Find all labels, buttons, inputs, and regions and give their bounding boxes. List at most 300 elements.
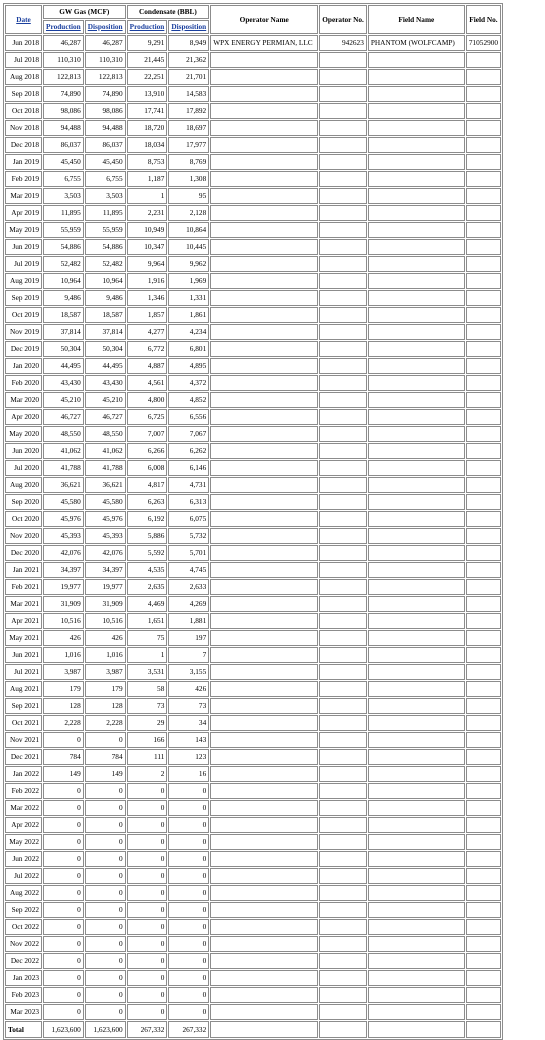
cond-production-cell: 13,910 <box>127 86 168 102</box>
date-cell: Jun 2019 <box>5 239 42 255</box>
gas-production-cell: 50,304 <box>43 341 84 357</box>
field-name-cell <box>368 562 465 578</box>
field-name-cell <box>368 290 465 306</box>
operator-name-cell <box>210 137 318 153</box>
operator-no-cell <box>319 851 367 867</box>
gas-disposition-cell: 0 <box>85 919 126 935</box>
field-no-cell <box>466 426 501 442</box>
operator-name-cell <box>210 154 318 170</box>
operator-name-cell <box>210 834 318 850</box>
cond-production-cell: 58 <box>127 681 168 697</box>
cond-production-cell: 21,445 <box>127 52 168 68</box>
operator-no-cell <box>319 341 367 357</box>
cond-production-cell: 0 <box>127 783 168 799</box>
gas-production-cell: 34,397 <box>43 562 84 578</box>
table-row <box>5 409 501 425</box>
operator-no-cell <box>319 834 367 850</box>
operator-no-cell <box>319 69 367 85</box>
cond-disposition-cell: 426 <box>168 681 209 697</box>
table-row <box>5 239 501 255</box>
field-name-cell <box>368 409 465 425</box>
field-name-cell <box>368 715 465 731</box>
field-no-cell <box>466 86 501 102</box>
total-field-no-cell <box>466 1021 501 1038</box>
operator-no-cell <box>319 698 367 714</box>
field-no-cell <box>466 919 501 935</box>
cond-disposition-cell: 4,852 <box>168 392 209 408</box>
cond-production-cell: 8,753 <box>127 154 168 170</box>
total-operator-name-cell <box>210 1021 318 1038</box>
table-row <box>5 443 501 459</box>
gas-disposition-cell: 43,430 <box>85 375 126 391</box>
operator-no-cell <box>319 256 367 272</box>
gas-disposition-cell: 0 <box>85 885 126 901</box>
cond-disposition-header[interactable] <box>168 20 209 34</box>
cond-disposition-cell: 4,269 <box>168 596 209 612</box>
field-no-cell <box>466 851 501 867</box>
field-no-cell <box>466 494 501 510</box>
cond-production-cell: 3,531 <box>127 664 168 680</box>
gas-disposition-cell: 0 <box>85 987 126 1003</box>
field-name-cell <box>368 256 465 272</box>
operator-name-cell <box>210 477 318 493</box>
cond-production-cell: 18,034 <box>127 137 168 153</box>
gas-disposition-header[interactable] <box>85 20 126 34</box>
field-name-cell: PHANTOM (WOLFCAMP) <box>368 35 465 51</box>
gas-disposition-cell: 2,228 <box>85 715 126 731</box>
field-no-cell <box>466 477 501 493</box>
cond-disposition-cell: 4,731 <box>168 477 209 493</box>
field-no-cell <box>466 188 501 204</box>
cond-disposition-cell: 0 <box>168 800 209 816</box>
field-no-cell <box>466 970 501 986</box>
gas-disposition-cell: 45,976 <box>85 511 126 527</box>
gas-production-cell: 74,890 <box>43 86 84 102</box>
cond-disposition-cell: 10,445 <box>168 239 209 255</box>
gas-disposition-sort-link[interactable]: Disposition <box>87 22 123 31</box>
field-name-cell <box>368 868 465 884</box>
gas-production-cell: 784 <box>43 749 84 765</box>
table-row <box>5 375 501 391</box>
date-cell: Oct 2020 <box>5 511 42 527</box>
operator-name-cell <box>210 460 318 476</box>
date-cell: Aug 2022 <box>5 885 42 901</box>
field-name-cell <box>368 749 465 765</box>
gas-production-cell: 44,495 <box>43 358 84 374</box>
gas-production-cell: 122,813 <box>43 69 84 85</box>
operator-no-cell <box>319 647 367 663</box>
cond-production-cell: 4,561 <box>127 375 168 391</box>
gas-disposition-cell: 46,287 <box>85 35 126 51</box>
cond-production-cell: 5,886 <box>127 528 168 544</box>
gas-production-header[interactable] <box>43 20 84 34</box>
gas-production-cell: 45,580 <box>43 494 84 510</box>
date-cell: Mar 2021 <box>5 596 42 612</box>
condensate-header: Condensate (BBL) <box>127 5 210 19</box>
cond-disposition-cell: 4,372 <box>168 375 209 391</box>
date-cell: Jan 2020 <box>5 358 42 374</box>
field-no-cell <box>466 698 501 714</box>
gas-production-cell: 46,287 <box>43 35 84 51</box>
operator-no-cell <box>319 188 367 204</box>
date-cell: Mar 2019 <box>5 188 42 204</box>
gas-disposition-cell: 6,755 <box>85 171 126 187</box>
gas-disposition-cell: 0 <box>85 970 126 986</box>
table-row <box>5 953 501 969</box>
cond-production-cell: 0 <box>127 885 168 901</box>
table-row <box>5 800 501 816</box>
field-name-cell <box>368 545 465 561</box>
field-name-cell <box>368 171 465 187</box>
field-name-cell <box>368 732 465 748</box>
gas-disposition-cell: 1,016 <box>85 647 126 663</box>
table-row <box>5 749 501 765</box>
cond-disposition-cell: 1,969 <box>168 273 209 289</box>
total-label: Total <box>5 1021 42 1038</box>
field-name-cell <box>368 154 465 170</box>
operator-name-cell <box>210 222 318 238</box>
field-no-cell <box>466 562 501 578</box>
gas-production-cell: 43,430 <box>43 375 84 391</box>
operator-name-cell <box>210 273 318 289</box>
gas-disposition-cell: 48,550 <box>85 426 126 442</box>
gas-production-sort-link[interactable]: Production <box>46 22 81 31</box>
table-row <box>5 205 501 221</box>
gas-disposition-cell: 11,895 <box>85 205 126 221</box>
cond-production-cell: 29 <box>127 715 168 731</box>
cond-production-cell: 0 <box>127 1004 168 1020</box>
table-row <box>5 341 501 357</box>
date-header[interactable] <box>5 5 42 34</box>
cond-production-cell: 10,949 <box>127 222 168 238</box>
table-row <box>5 35 501 51</box>
table-row <box>5 494 501 510</box>
gas-production-cell: 149 <box>43 766 84 782</box>
field-no-cell <box>466 392 501 408</box>
field-name-cell <box>368 613 465 629</box>
gas-production-cell: 0 <box>43 868 84 884</box>
operator-name-cell <box>210 902 318 918</box>
operator-name-cell <box>210 511 318 527</box>
gas-disposition-cell: 110,310 <box>85 52 126 68</box>
date-cell: Jun 2018 <box>5 35 42 51</box>
operator-name-cell <box>210 256 318 272</box>
cond-disposition-cell: 0 <box>168 868 209 884</box>
operator-no-cell <box>319 800 367 816</box>
date-cell: Jan 2023 <box>5 970 42 986</box>
cond-production-cell: 1,187 <box>127 171 168 187</box>
field-no-cell <box>466 664 501 680</box>
cond-disposition-cell: 1,331 <box>168 290 209 306</box>
table-row <box>5 273 501 289</box>
field-name-cell <box>368 953 465 969</box>
operator-no-cell <box>319 885 367 901</box>
field-name-cell <box>368 460 465 476</box>
operator-name-cell <box>210 307 318 323</box>
gas-disposition-cell: 0 <box>85 953 126 969</box>
field-name-header: Field Name <box>368 5 465 34</box>
field-name-cell <box>368 936 465 952</box>
operator-name-cell <box>210 732 318 748</box>
cond-production-cell: 0 <box>127 800 168 816</box>
date-sort-link[interactable]: Date <box>16 14 31 24</box>
gas-disposition-cell: 46,727 <box>85 409 126 425</box>
cond-disposition-cell: 7 <box>168 647 209 663</box>
cond-production-cell: 0 <box>127 834 168 850</box>
operator-no-cell <box>319 426 367 442</box>
cond-production-cell: 5,592 <box>127 545 168 561</box>
gas-disposition-cell: 0 <box>85 1004 126 1020</box>
gas-disposition-cell: 52,482 <box>85 256 126 272</box>
cond-disposition-cell: 16 <box>168 766 209 782</box>
gas-production-cell: 48,550 <box>43 426 84 442</box>
field-name-cell <box>368 52 465 68</box>
date-cell: Jul 2019 <box>5 256 42 272</box>
operator-name-cell <box>210 290 318 306</box>
table-row <box>5 868 501 884</box>
gas-production-cell: 0 <box>43 800 84 816</box>
operator-name-cell <box>210 358 318 374</box>
cond-disposition-sort-link[interactable]: Disposition <box>171 22 207 31</box>
operator-name-cell <box>210 545 318 561</box>
field-name-cell <box>368 647 465 663</box>
cond-disposition-cell: 73 <box>168 698 209 714</box>
date-cell: Nov 2018 <box>5 120 42 136</box>
total-cond-disposition: 267,332 <box>168 1021 209 1038</box>
gas-disposition-cell: 3,503 <box>85 188 126 204</box>
gas-production-cell: 6,755 <box>43 171 84 187</box>
operator-name-cell <box>210 426 318 442</box>
operator-no-cell <box>319 613 367 629</box>
gas-production-cell: 10,516 <box>43 613 84 629</box>
table-row <box>5 834 501 850</box>
field-no-cell <box>466 817 501 833</box>
field-name-cell <box>368 205 465 221</box>
operator-name-cell <box>210 392 318 408</box>
cond-disposition-cell: 2,128 <box>168 205 209 221</box>
field-no-cell <box>466 766 501 782</box>
cond-disposition-cell: 8,949 <box>168 35 209 51</box>
field-no-cell <box>466 341 501 357</box>
cond-disposition-cell: 21,362 <box>168 52 209 68</box>
gas-disposition-cell: 0 <box>85 800 126 816</box>
table-row <box>5 528 501 544</box>
cond-disposition-cell: 4,895 <box>168 358 209 374</box>
operator-no-cell <box>319 579 367 595</box>
field-no-cell <box>466 528 501 544</box>
gas-production-cell: 11,895 <box>43 205 84 221</box>
cond-production-header[interactable] <box>127 20 168 34</box>
field-name-cell <box>368 919 465 935</box>
gas-disposition-cell: 31,909 <box>85 596 126 612</box>
field-name-cell <box>368 681 465 697</box>
gas-disposition-cell: 45,210 <box>85 392 126 408</box>
gas-production-cell: 41,788 <box>43 460 84 476</box>
operator-no-cell <box>319 953 367 969</box>
gas-disposition-cell: 9,486 <box>85 290 126 306</box>
field-no-cell <box>466 885 501 901</box>
cond-production-cell: 4,535 <box>127 562 168 578</box>
table-row <box>5 647 501 663</box>
cond-disposition-cell: 95 <box>168 188 209 204</box>
date-cell: Nov 2022 <box>5 936 42 952</box>
operator-name-cell <box>210 324 318 340</box>
cond-production-sort-link[interactable]: Production <box>129 22 165 31</box>
date-cell: May 2020 <box>5 426 42 442</box>
cond-production-cell: 73 <box>127 698 168 714</box>
cond-disposition-cell: 17,977 <box>168 137 209 153</box>
operator-no-cell <box>319 987 367 1003</box>
table-row <box>5 222 501 238</box>
date-cell: Aug 2021 <box>5 681 42 697</box>
operator-no-cell <box>319 409 367 425</box>
cond-production-cell: 6,263 <box>127 494 168 510</box>
table-row <box>5 392 501 408</box>
gas-production-cell: 98,086 <box>43 103 84 119</box>
cond-disposition-cell: 21,701 <box>168 69 209 85</box>
gas-disposition-cell: 55,959 <box>85 222 126 238</box>
date-cell: Oct 2021 <box>5 715 42 731</box>
table-row <box>5 902 501 918</box>
date-cell: Feb 2021 <box>5 579 42 595</box>
date-cell: Sep 2021 <box>5 698 42 714</box>
operator-name-cell <box>210 409 318 425</box>
field-name-cell <box>368 137 465 153</box>
cond-production-cell: 6,725 <box>127 409 168 425</box>
operator-name-cell <box>210 766 318 782</box>
cond-disposition-cell: 6,146 <box>168 460 209 476</box>
field-no-cell <box>466 987 501 1003</box>
operator-no-cell <box>319 239 367 255</box>
operator-no-cell <box>319 681 367 697</box>
operator-name-cell <box>210 681 318 697</box>
operator-no-cell <box>319 562 367 578</box>
cond-disposition-cell: 5,732 <box>168 528 209 544</box>
cond-disposition-cell: 0 <box>168 919 209 935</box>
gas-disposition-cell: 10,516 <box>85 613 126 629</box>
table-row <box>5 545 501 561</box>
gas-production-cell: 0 <box>43 919 84 935</box>
operator-name-cell <box>210 443 318 459</box>
date-cell: Dec 2021 <box>5 749 42 765</box>
operator-name-cell <box>210 749 318 765</box>
operator-no-cell <box>319 545 367 561</box>
gas-production-cell: 0 <box>43 936 84 952</box>
field-no-cell <box>466 545 501 561</box>
date-cell: May 2019 <box>5 222 42 238</box>
operator-name-cell <box>210 52 318 68</box>
table-row <box>5 596 501 612</box>
operator-no-cell <box>319 120 367 136</box>
field-name-cell <box>368 834 465 850</box>
operator-no-cell <box>319 732 367 748</box>
operator-name-cell <box>210 1004 318 1020</box>
date-cell: Jun 2021 <box>5 647 42 663</box>
operator-name-cell: WPX ENERGY PERMIAN, LLC <box>210 35 318 51</box>
gas-production-cell: 18,587 <box>43 307 84 323</box>
cond-disposition-cell: 6,075 <box>168 511 209 527</box>
gas-disposition-cell: 45,393 <box>85 528 126 544</box>
gas-disposition-cell: 149 <box>85 766 126 782</box>
cond-disposition-cell: 34 <box>168 715 209 731</box>
date-cell: Oct 2019 <box>5 307 42 323</box>
operator-name-cell <box>210 69 318 85</box>
cond-disposition-cell: 197 <box>168 630 209 646</box>
operator-name-cell <box>210 817 318 833</box>
cond-production-cell: 0 <box>127 936 168 952</box>
table-body <box>5 35 501 1020</box>
operator-no-cell <box>319 52 367 68</box>
operator-name-cell <box>210 120 318 136</box>
gas-disposition-cell: 0 <box>85 936 126 952</box>
cond-production-cell: 4,469 <box>127 596 168 612</box>
operator-name-cell <box>210 613 318 629</box>
cond-production-cell: 0 <box>127 902 168 918</box>
gas-production-cell: 41,062 <box>43 443 84 459</box>
gas-disposition-cell: 45,580 <box>85 494 126 510</box>
operator-name-cell <box>210 239 318 255</box>
operator-name-cell <box>210 205 318 221</box>
gas-disposition-cell: 44,495 <box>85 358 126 374</box>
gas-production-cell: 9,486 <box>43 290 84 306</box>
cond-production-cell: 6,008 <box>127 460 168 476</box>
gas-production-cell: 0 <box>43 970 84 986</box>
gas-production-cell: 10,964 <box>43 273 84 289</box>
operator-no-cell <box>319 324 367 340</box>
field-name-cell <box>368 222 465 238</box>
operator-name-cell <box>210 919 318 935</box>
cond-disposition-cell: 123 <box>168 749 209 765</box>
gas-production-cell: 94,488 <box>43 120 84 136</box>
cond-disposition-cell: 17,892 <box>168 103 209 119</box>
field-no-cell <box>466 154 501 170</box>
field-no-cell <box>466 783 501 799</box>
operator-no-cell <box>319 902 367 918</box>
gas-production-cell: 42,076 <box>43 545 84 561</box>
operator-no-cell <box>319 630 367 646</box>
table-row <box>5 290 501 306</box>
header-row-group <box>5 5 501 19</box>
field-no-cell <box>466 290 501 306</box>
table-row <box>5 1004 501 1020</box>
field-no-cell <box>466 902 501 918</box>
cond-disposition-cell: 3,155 <box>168 664 209 680</box>
gas-disposition-cell: 122,813 <box>85 69 126 85</box>
cond-production-cell: 0 <box>127 953 168 969</box>
field-name-cell <box>368 120 465 136</box>
operator-no-cell <box>319 154 367 170</box>
field-no-cell <box>466 579 501 595</box>
total-cond-production: 267,332 <box>127 1021 168 1038</box>
date-cell: Jan 2021 <box>5 562 42 578</box>
cond-production-cell: 166 <box>127 732 168 748</box>
date-cell: Dec 2022 <box>5 953 42 969</box>
operator-name-header: Operator Name <box>210 5 318 34</box>
total-field-name-cell <box>368 1021 465 1038</box>
cond-disposition-cell: 0 <box>168 834 209 850</box>
table-row <box>5 426 501 442</box>
operator-name-cell <box>210 987 318 1003</box>
operator-name-cell <box>210 103 318 119</box>
cond-disposition-cell: 4,745 <box>168 562 209 578</box>
operator-no-cell <box>319 494 367 510</box>
cond-production-cell: 111 <box>127 749 168 765</box>
field-name-cell <box>368 375 465 391</box>
cond-production-cell: 7,007 <box>127 426 168 442</box>
gw-gas-header: GW Gas (MCF) <box>43 5 126 19</box>
field-no-cell <box>466 69 501 85</box>
cond-production-cell: 0 <box>127 987 168 1003</box>
